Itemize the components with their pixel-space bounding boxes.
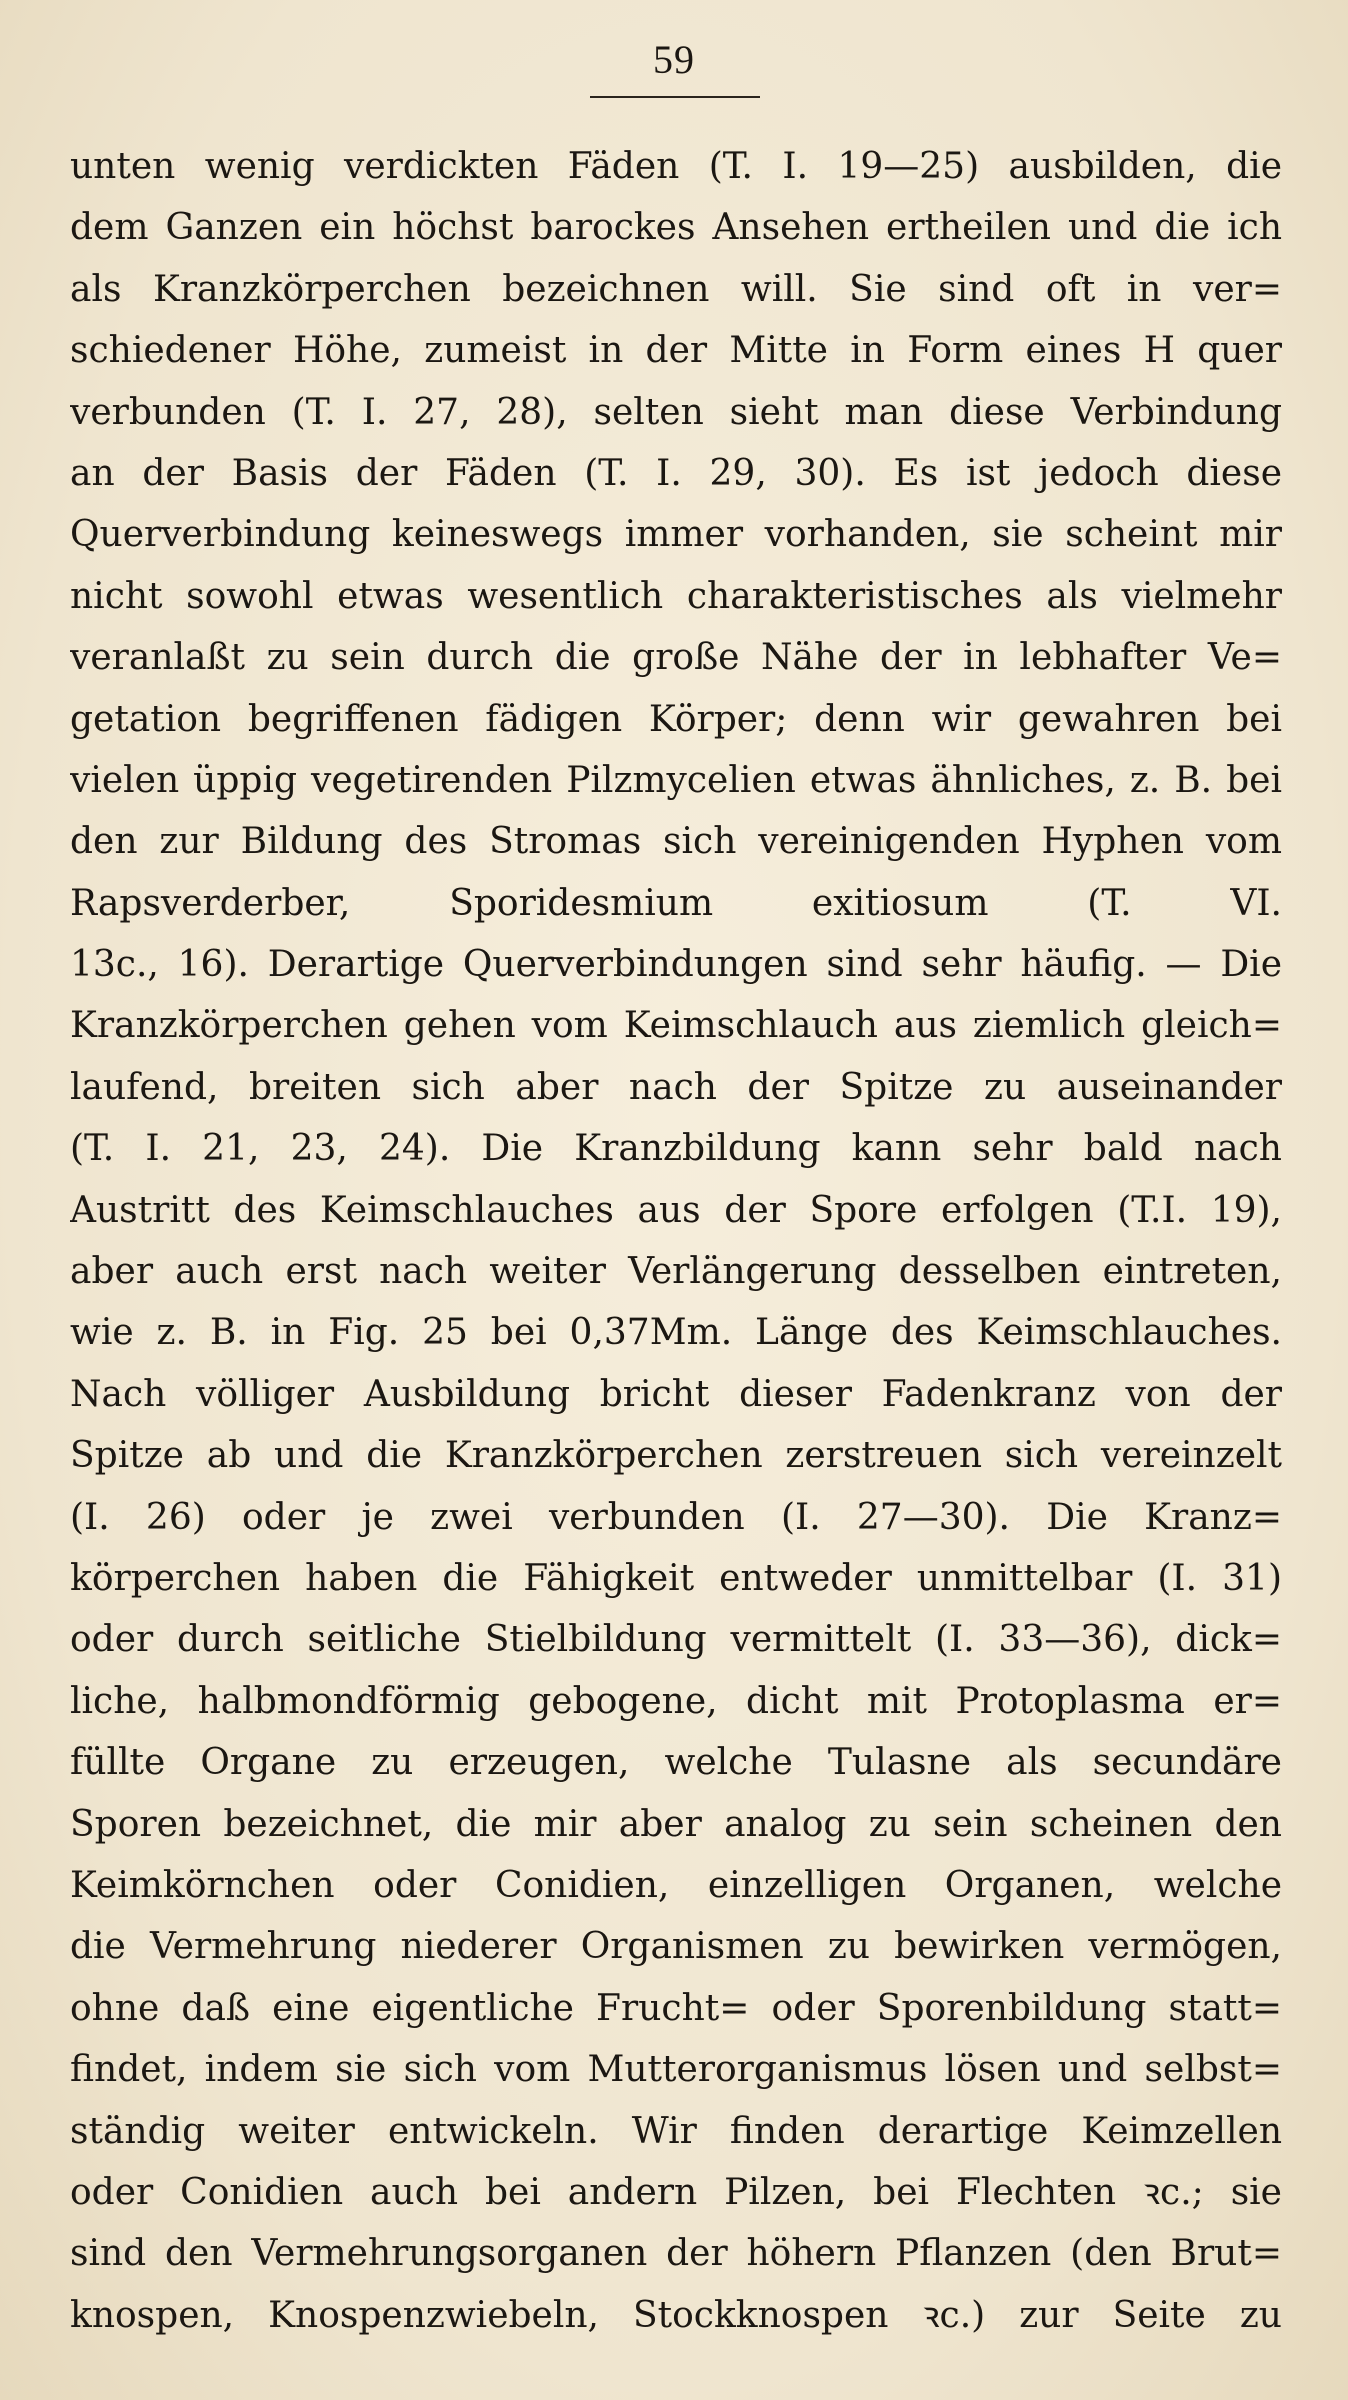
text-line: oder Conidien auch bei andern Pilzen, bei Flechten ꝛc.; sie bbox=[70, 2171, 1282, 2213]
text-line: getation begriffenen fädigen Körper; denn wir gewahren bei bbox=[70, 698, 1282, 740]
body-text bbox=[70, 136, 1282, 2346]
text-line: nicht sowohl etwas wesentlich charakteristisches als vielmehr bbox=[70, 575, 1282, 617]
text-line: unten wenig verdickten Fäden (T. I. 19—25) ausbilden, die bbox=[70, 146, 1282, 187]
text-line: aber auch erst nach weiter Verlängerung desselben eintreten, bbox=[70, 1251, 1282, 1293]
text-line: knospen, Knospenzwiebeln, Stockknospen ꝛc.) zur Seite zu bbox=[70, 2294, 1282, 2336]
text-line: füllte Organe zu erzeugen, welche Tulasne als secundäre bbox=[70, 1742, 1282, 1784]
text-line: Sporen bezeichnet, die mir aber analog zu sein scheinen den bbox=[70, 1803, 1282, 1845]
text-line: liche, halbmondförmig gebogene, dicht mit Protoplasma er= bbox=[70, 1680, 1282, 1722]
text-line: Rapsverderber, Sporidesmium exitiosum (T. VI. bbox=[70, 882, 1282, 924]
text-line: ohne daß eine eigentliche Frucht= oder Sporenbildung statt= bbox=[70, 1987, 1282, 2029]
text-line: laufend, breiten sich aber nach der Spitze zu auseinander bbox=[70, 1066, 1282, 1108]
page-number: 59 bbox=[653, 37, 695, 82]
text-line: wie z. B. in Fig. 25 bei 0,37Mm. Länge des Keimschlauches. bbox=[70, 1312, 1282, 1354]
page-header bbox=[0, 36, 1348, 83]
header-rule bbox=[590, 96, 760, 98]
text-line: sind den Vermehrungsorganen der höhern Pflanzen (den Brut= bbox=[70, 2233, 1282, 2275]
text-line: die Vermehrung niederer Organismen zu bewirken vermögen, bbox=[70, 1926, 1282, 1968]
text-line: Keimkörnchen oder Conidien, einzelligen Organen, welche bbox=[70, 1864, 1282, 1906]
text-line: ständig weiter entwickeln. Wir finden derartige Keimzellen bbox=[70, 2110, 1282, 2152]
text-line: verbunden (T. I. 27, 28), selten sieht man diese Verbindung bbox=[70, 391, 1282, 433]
text-line: an der Basis der Fäden (T. I. 29, 30). Es ist jedoch diese bbox=[70, 452, 1282, 494]
text-line: schiedener Höhe, zumeist in der Mitte in Form eines H quer bbox=[70, 330, 1282, 372]
text-line: oder durch seitliche Stielbildung vermittelt (I. 33—36), dick= bbox=[70, 1619, 1282, 1661]
text-line: als Kranzkörperchen bezeichnen will. Sie sind oft in ver= bbox=[70, 268, 1282, 310]
text-line: körperchen haben die Fähigkeit entweder unmittelbar (I. 31) bbox=[70, 1557, 1282, 1599]
text-line: Kranzkörperchen gehen vom Keimschlauch aus ziemlich gleich= bbox=[70, 1005, 1282, 1047]
text-line: (T. I. 21, 23, 24). Die Kranzbildung kann sehr bald nach bbox=[70, 1128, 1282, 1170]
text-line: (I. 26) oder je zwei verbunden (I. 27—30). Die Kranz= bbox=[70, 1496, 1282, 1538]
text-line: Spitze ab und die Kranzkörperchen zerstreuen sich vereinzelt bbox=[70, 1435, 1282, 1477]
text-line: veranlaßt zu sein durch die große Nähe der in lebhafter Ve= bbox=[70, 637, 1282, 679]
text-line: findet, indem sie sich vom Mutterorganismus lösen und selbst= bbox=[70, 2049, 1282, 2091]
text-line: den zur Bildung des Stromas sich vereinigenden Hyphen vom bbox=[70, 821, 1282, 863]
text-line: vielen üppig vegetirenden Pilzmycelien etwas ähnliches, z. B. bei bbox=[70, 759, 1282, 801]
text-line: Querverbindung keineswegs immer vorhanden, sie scheint mir bbox=[70, 514, 1282, 556]
text-line: dem Ganzen ein höchst barockes Ansehen ertheilen und die ich bbox=[70, 207, 1282, 249]
text-line: Austritt des Keimschlauches aus der Spore erfolgen (T.I. 19), bbox=[70, 1189, 1282, 1231]
text-line: Nach völliger Ausbildung bricht dieser Fadenkranz von der bbox=[70, 1373, 1282, 1415]
text-line: 13c., 16). Derartige Querverbindungen sind sehr häufig. — Die bbox=[70, 944, 1282, 986]
